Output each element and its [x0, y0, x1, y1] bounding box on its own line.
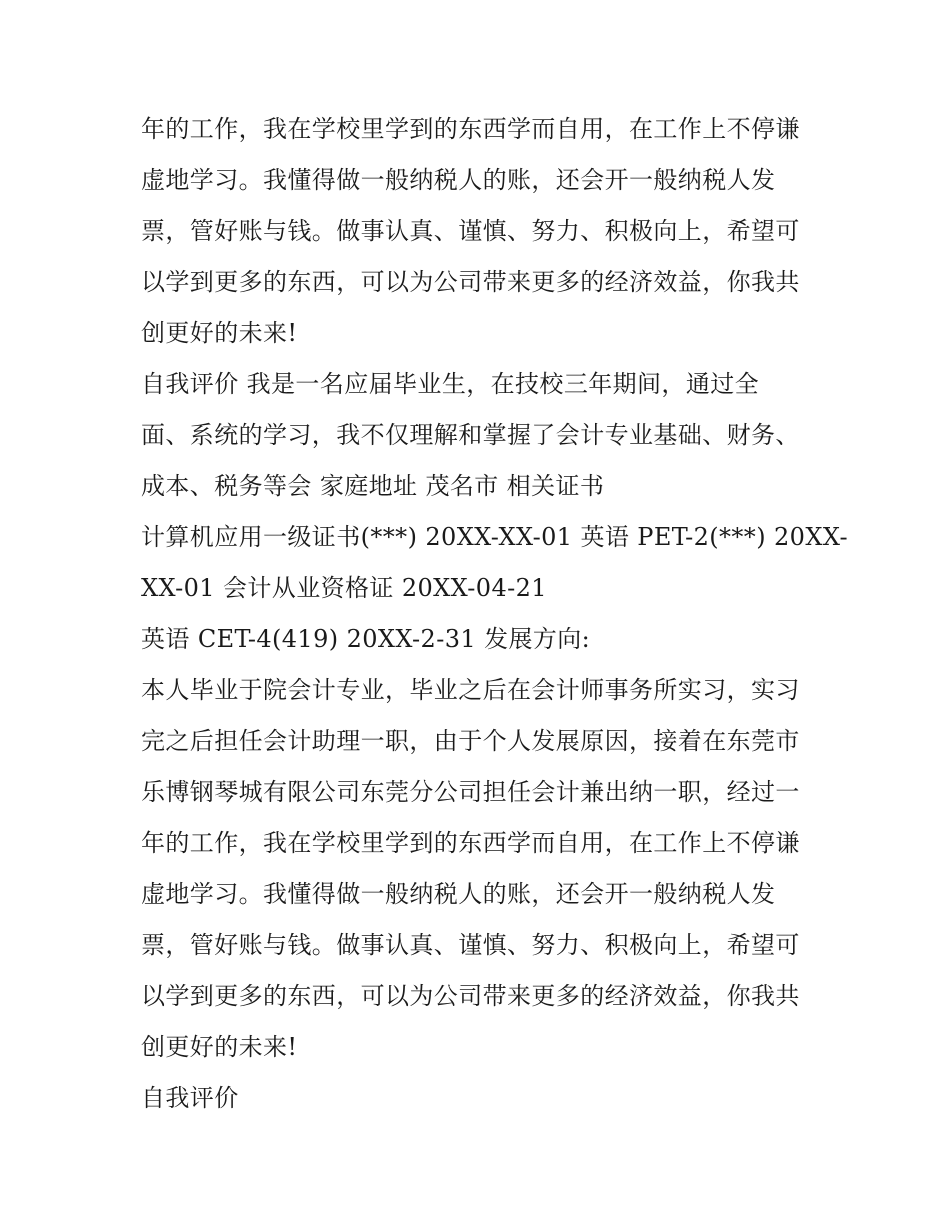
text-line: 虚地学习。我懂得做一般纳税人的账，还会开一般纳税人发 [141, 880, 776, 908]
body-text [141, 104, 848, 1124]
text-line: XX-01 会计从业资格证 20XX-04-21 [141, 574, 547, 602]
text-line: 面、系统的学习，我不仅理解和掌握了会计专业基础、财务、 [141, 421, 800, 449]
text-line: 创更好的未来! [141, 1033, 298, 1061]
text-line: 年的工作，我在学校里学到的东西学而自用，在工作上不停谦 [141, 829, 800, 857]
text-line: 以学到更多的东西，可以为公司带来更多的经济效益，你我共 [141, 268, 800, 296]
section-heading: 自我评价 [141, 1084, 239, 1112]
text-line: 计算机应用一级证书(***) 20XX-XX-01 英语 PET-2(***) 20XX- [141, 523, 848, 551]
text-line: 乐博钢琴城有限公司东莞分公司担任会计兼出纳一职，经过一 [141, 778, 800, 806]
text-line: 票，管好账与钱。做事认真、谨慎、努力、积极向上，希望可 [141, 931, 800, 959]
text-line: 虚地学习。我懂得做一般纳税人的账，还会开一般纳税人发 [141, 166, 776, 194]
text-line: 创更好的未来! [141, 319, 298, 347]
text-line: 自我评价 我是一名应届毕业生，在技校三年期间，通过全 [141, 370, 760, 398]
text-line: 成本、税务等会 家庭地址 茂名市 相关证书 [141, 472, 605, 500]
text-line: 票，管好账与钱。做事认真、谨慎、努力、积极向上，希望可 [141, 217, 800, 245]
text-line: 以学到更多的东西，可以为公司带来更多的经济效益，你我共 [141, 982, 800, 1010]
text-line: 英语 CET-4(419) 20XX-2-31 发展方向: [141, 625, 591, 653]
text-line: 本人毕业于院会计专业，毕业之后在会计师事务所实习，实习 [141, 676, 800, 704]
text-line: 完之后担任会计助理一职，由于个人发展原因，接着在东莞市 [141, 727, 800, 755]
text-line: 年的工作，我在学校里学到的东西学而自用，在工作上不停谦 [141, 115, 800, 143]
